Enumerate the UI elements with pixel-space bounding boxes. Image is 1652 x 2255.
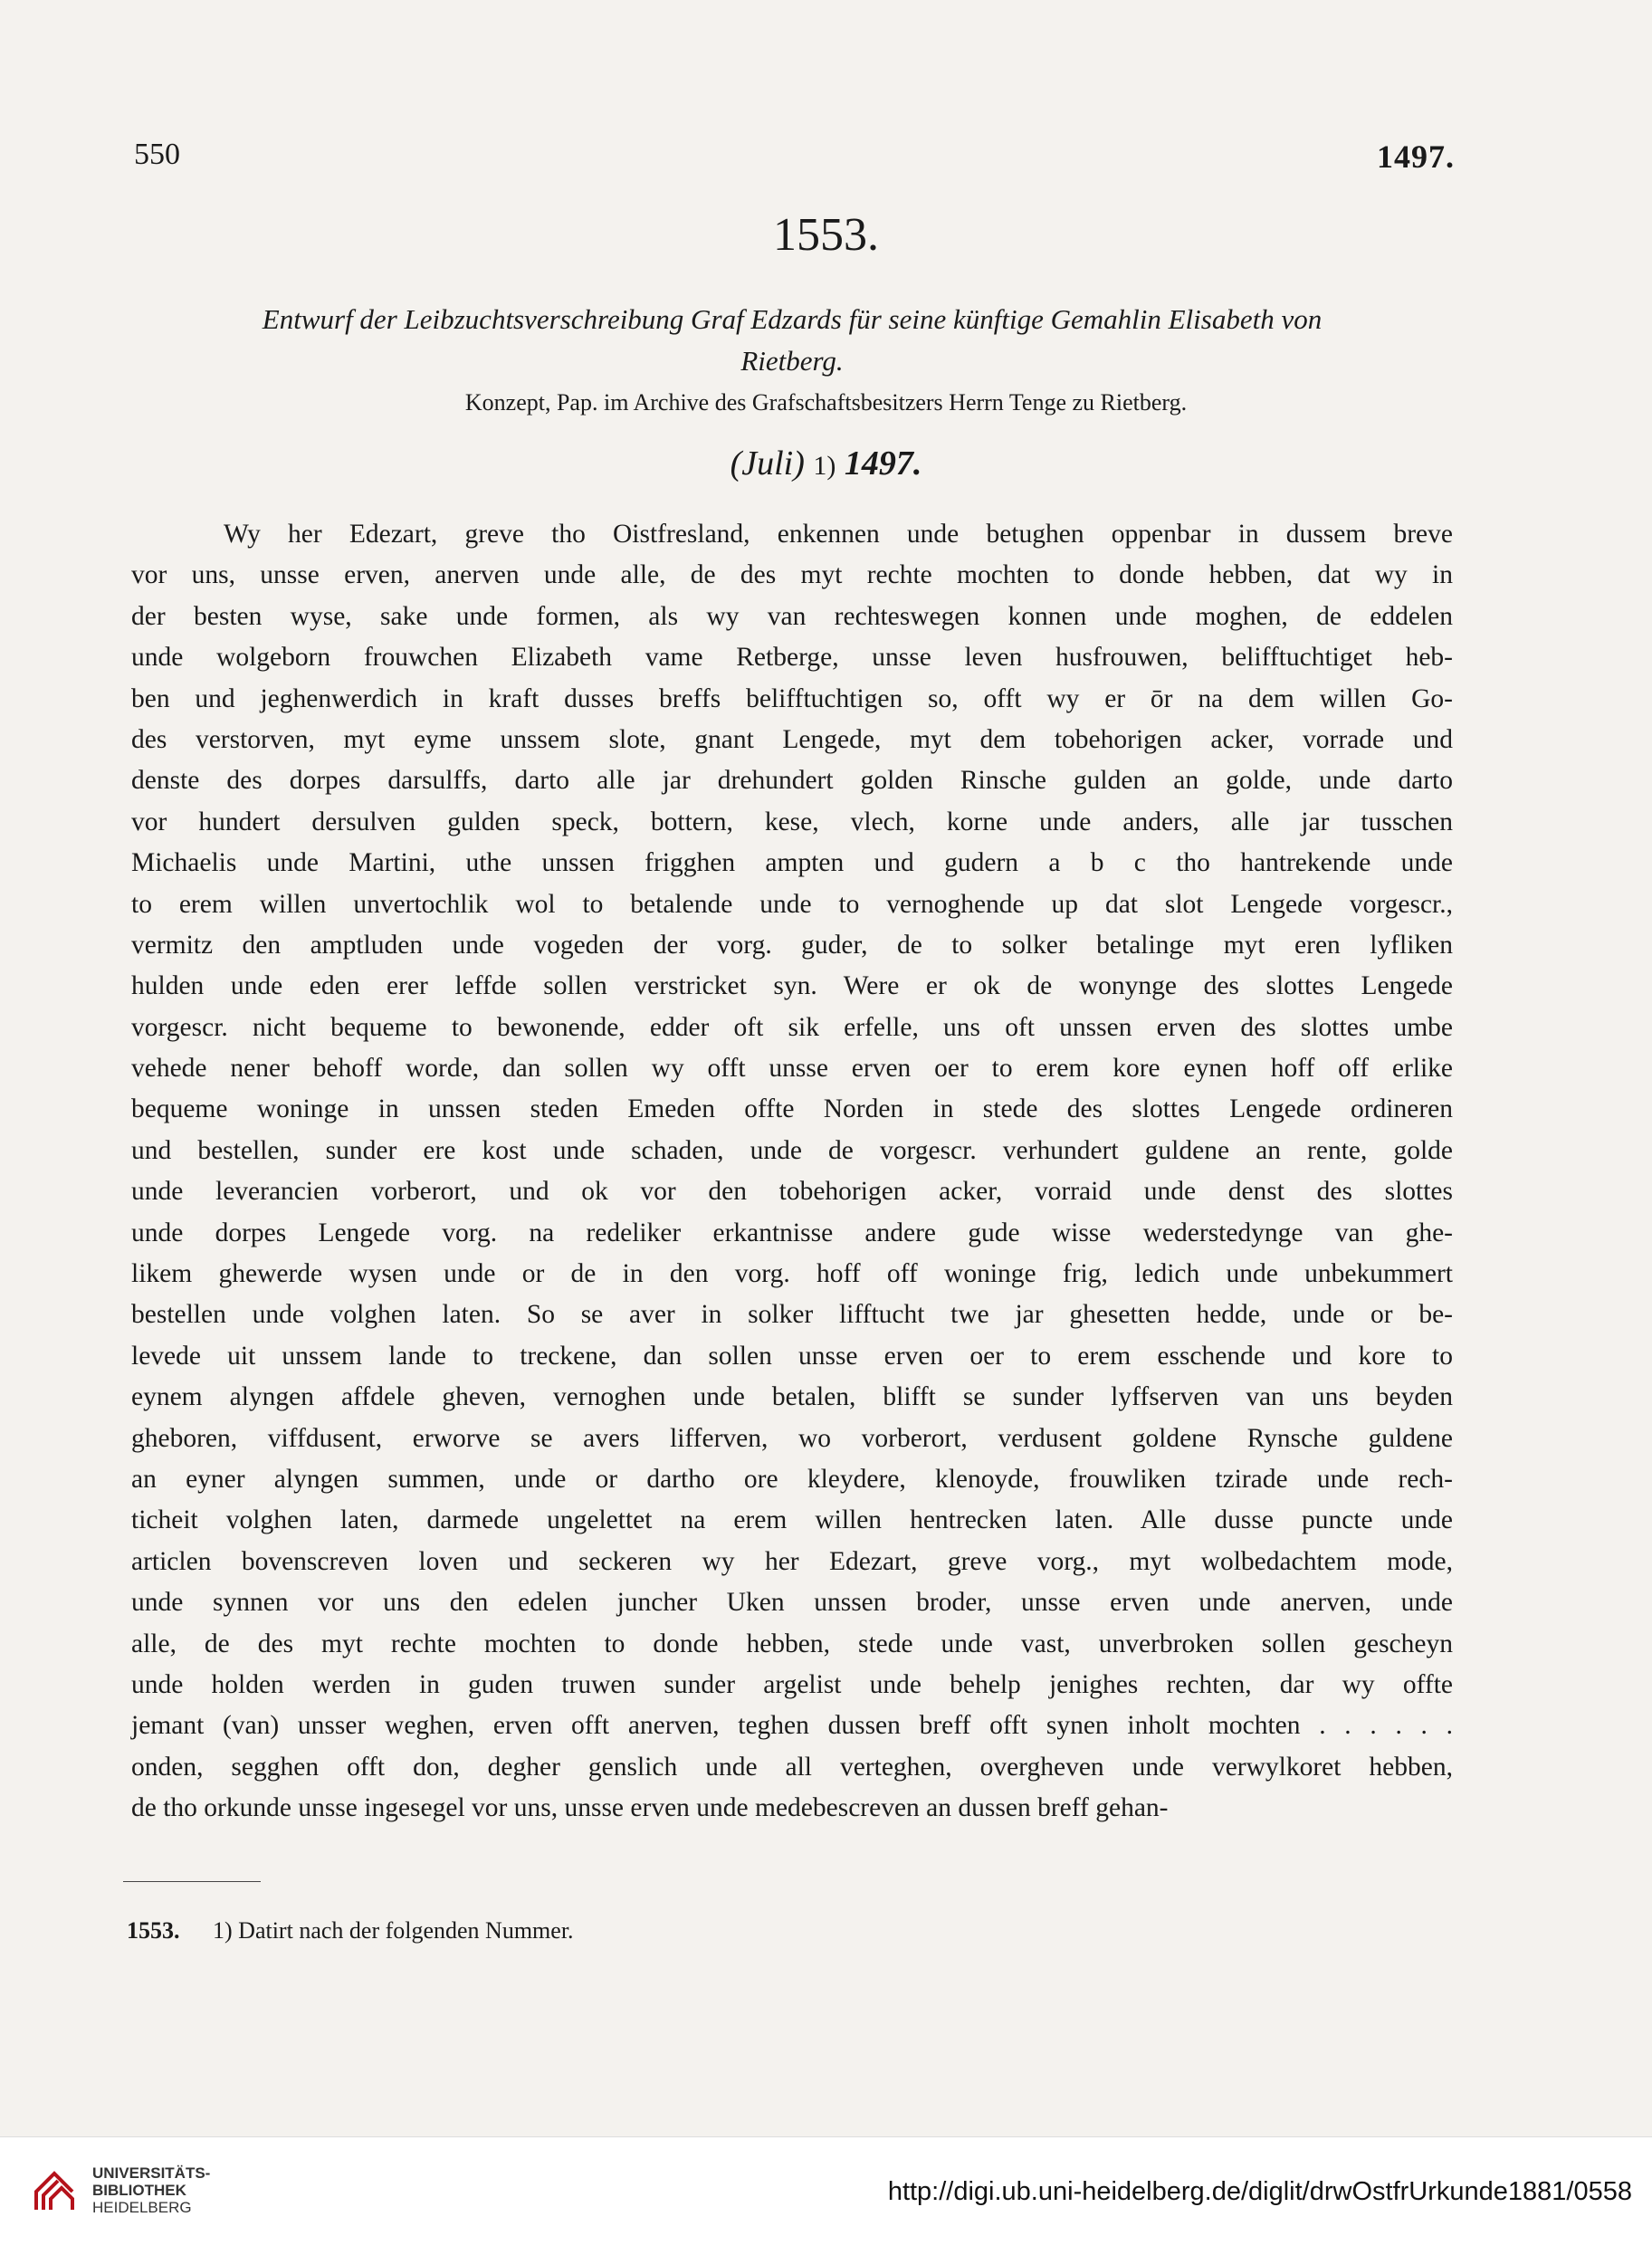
running-year: 1497. [1377,139,1455,175]
title-line-1: Entwurf der Leibzuchtsverschreibung Graf Edzards für seine künftige Gemahlin Elisabeth von [262,303,1323,335]
library-line-3: HEIDELBERG [92,2199,192,2216]
body-line: jemant (van) unsser weghen, erven offt anerven, teghen dussen breff offt synen inholt mochten . . . . . . [131,1711,1453,1741]
body-line: bequeme woninge in unssen steden Emeden offte Norden in stede des slottes Lengede ordineren [131,1094,1453,1124]
body-line: und bestellen, sunder ere kost unde schaden, unde de vorgescr. verhundert guldene an rente, golde [131,1135,1453,1165]
library-logo-icon [27,2164,81,2219]
body-line: ben und jeghenwerdich in kraft dusses breffs belifftuchtigen so, offt wy er ōr na dem willen Go- [131,683,1453,713]
footnote-mark: 1) [213,1917,233,1944]
body-line: der besten wyse, sake unde formen, als wy van rechteswegen konnen unde moghen, de eddelen [131,601,1453,631]
body-line: vor hundert dersulven gulden speck, bottern, kese, vlech, korne unde anders, alle jar tusschen [131,807,1453,836]
document-date [0,444,1652,483]
body-line: levede uit unssem lande to treckene, dan sollen unsse erven oer to erem esschende und kore to [131,1341,1453,1371]
document-body [131,514,1453,1830]
body-line: unde holden werden in guden truwen sunder argelist unde behelp jenighes rechten, dar wy offte [131,1669,1453,1699]
body-line: vermitz den amptluden unde vogeden der vorg. guder, de to solker betalinge myt eren lyfliken [131,930,1453,960]
footnote-ref: 1553. [127,1917,180,1944]
body-line: unde synnen vor uns den edelen juncher Uken unssen broder, unsse erven unde anerven, unde [131,1588,1453,1618]
body-line: articlen bovenscreven loven und seckeren wy her Edezart, greve vorg., myt wolbedachtem mode, [131,1546,1453,1576]
footer-bar [0,2136,1652,2255]
body-line: unde leverancien vorberort, und ok vor den tobehorigen acker, vorraid unde denst des slottes [131,1177,1453,1207]
footnote [127,1917,574,1944]
body-line: Wy her Edezart, greve tho Oistfresland, enkennen unde betughen oppenbar in dussem breve [224,520,1453,549]
body-line: an eyner alyngen summen, unde or dartho ore kleydere, klenoyde, frouwliken tzirade unde rech- [131,1464,1453,1494]
date-prefix: (Juli) [730,444,805,483]
body-line: onden, segghen offt don, degher genslich unde all verteghen, overgheven unde verwylkoret hebben, [131,1752,1453,1782]
body-line: Michaelis unde Martini, uthe unssen frigghen ampten und gudern a b c tho hantrekende unde [131,848,1453,878]
footnote-text: Datirt nach der folgenden Nummer. [238,1917,574,1944]
date-year: 1497. [844,444,922,483]
body-line: unde dorpes Lengede vorg. na redeliker erkantnisse andere gude wisse wederstedynge van ghe- [131,1218,1453,1247]
permalink-url[interactable]: http://digi.ub.uni-heidelberg.de/diglit/drwOstfrUrkunde1881/0558 [887,2177,1632,2206]
body-line: bestellen unde volghen laten. So se aver in solker lifftucht twe jar ghesetten hedde, unde or be- [131,1300,1453,1330]
body-line: unde wolgeborn frouwchen Elizabeth vame Retberge, unsse leven husfrouwen, belifftuchtiget heb- [131,643,1453,673]
library-line-2: BIBLIOTHEK [92,2182,186,2199]
body-line: alle, de des myt rechte mochten to donde hebben, stede unde vast, unverbroken sollen gescheyn [131,1629,1453,1658]
library-line-1: UNIVERSITÄTS- [92,2164,211,2182]
body-line: likem ghewerde wysen unde or de in den vorg. hoff off woninge frig, ledich unde unbekummert [131,1259,1453,1289]
body-line: de tho orkunde unsse ingesegel vor uns, unsse erven unde medebescreven an dussen breff gehan- [131,1793,1169,1823]
body-line: to erem willen unvertochlik wol to betalende unde to vernoghende up dat slot Lengede vorgescr., [131,889,1453,919]
date-footnote-mark: 1) [813,451,836,481]
body-line: eynem alyngen affdele gheven, vernoghen unde betalen, blifft se sunder lyffserven van uns beyden [131,1382,1453,1412]
body-line: denste des dorpes darsulffs, darto alle jar drehundert golden Rinsche gulden an golde, unde darto [131,766,1453,796]
document-title [131,299,1453,382]
body-line: gheboren, viffdusent, erworve se avers lifferven, wo vorberort, verdusent goldene Rynsche guldene [131,1423,1453,1453]
body-line: des verstorven, myt eyme unssem slote, gnant Lengede, myt dem tobehorigen acker, vorrade und [131,724,1453,754]
body-line: vorgescr. nicht bequeme to bewonende, edder oft sik erfelle, uns oft unssen erven des slottes umbe [131,1012,1453,1042]
library-name [92,2164,210,2216]
page-number: 550 [134,138,180,171]
document-number: 1553. [773,209,879,261]
title-line-2: Rietberg. [740,345,844,377]
footnote-rule [123,1881,261,1882]
source-note: Konzept, Pap. im Archive des Grafschaftsbesitzers Herrn Tenge zu Rietberg. [464,389,1188,416]
body-line: hulden unde eden erer leffde sollen verstricket syn. Were er ok de wonynge des slottes Lengede [131,971,1453,1001]
body-line: ticheit volghen laten, darmede ungelettet na erem willen hentrecken laten. Alle dusse puncte unde [131,1505,1453,1535]
body-line: vor uns, unsse erven, anerven unde alle, de des myt rechte mochten to donde hebben, dat wy in [131,560,1453,590]
body-line: vehede nener behoff worde, dan sollen wy offt unsse erven oer to erem kore eynen hoff off erlike [131,1054,1453,1084]
